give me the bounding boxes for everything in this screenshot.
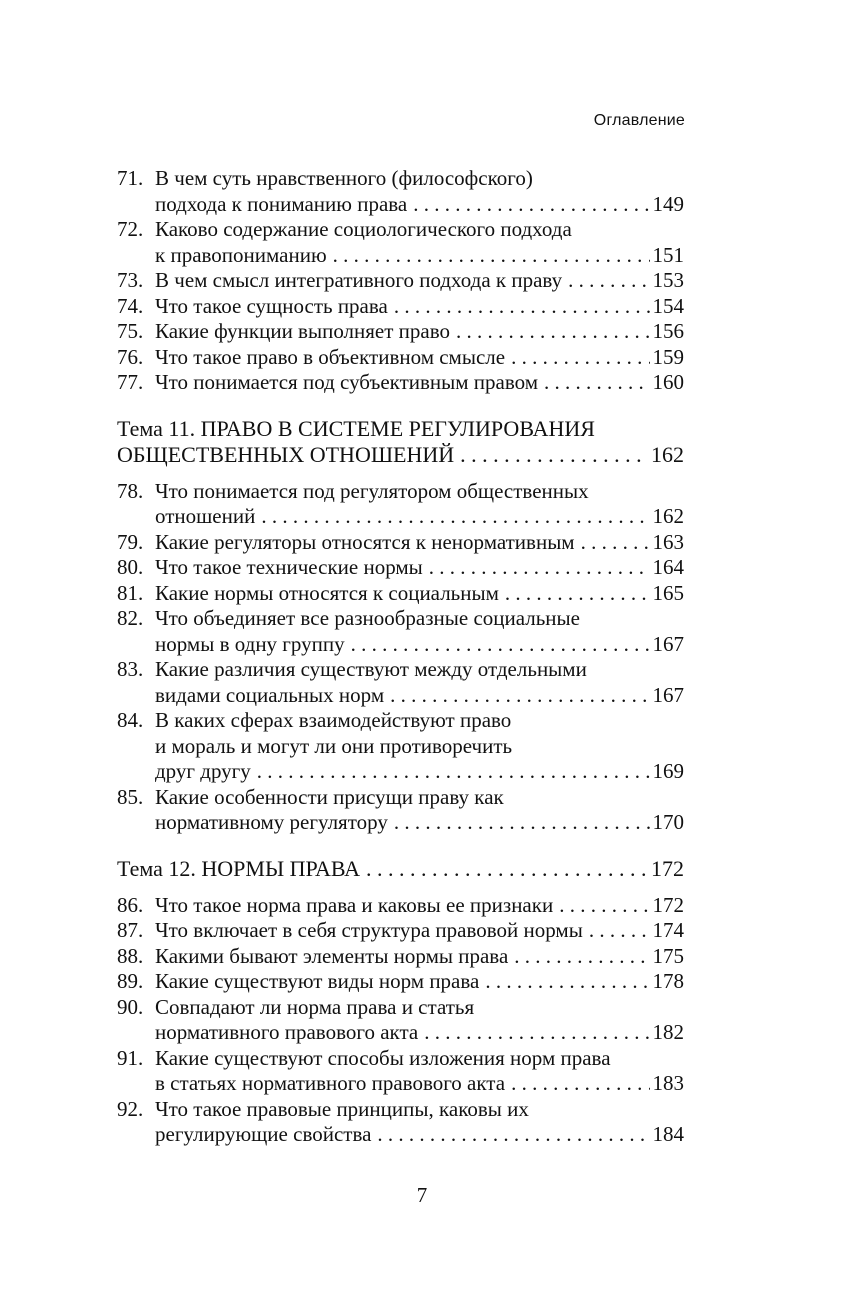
toc-last-line — [155, 268, 684, 294]
toc-entry-text: регулирующие свойства — [155, 1122, 372, 1146]
toc-entry — [117, 555, 684, 581]
toc-entry-text: видами социальных норм — [155, 682, 385, 707]
toc-entry-body — [155, 893, 684, 919]
toc-last-line — [155, 555, 684, 581]
toc-entry-body — [155, 708, 684, 785]
toc-entry-text: ОБЩЕСТВЕННЫХ ОТНОШЕНИЙ — [117, 441, 455, 467]
dot-leader — [394, 810, 650, 836]
toc-entry-line: В каких сферах взаимодействуют право — [155, 708, 512, 732]
dot-leader — [589, 918, 650, 944]
toc-last-line — [155, 759, 684, 785]
toc-entry-body — [155, 944, 684, 970]
toc-entry-body — [155, 479, 684, 530]
toc-entry-text: нормативному регулятору — [155, 810, 388, 834]
toc-entry — [117, 479, 684, 530]
toc-entry-text: к правопониманию — [155, 242, 327, 267]
toc-page-ref: 174 — [652, 918, 684, 942]
toc-entry-line: Что такое правовые принципы, каковы их — [155, 1096, 529, 1121]
toc-entry-number: 83. — [117, 657, 144, 681]
toc-entry-body — [155, 555, 684, 581]
toc-entry-number: 77. — [117, 370, 144, 394]
toc-entry-line: Что понимается под регулятором общественных — [155, 478, 589, 503]
toc-entry-text: Что такое технические нормы — [155, 555, 423, 579]
toc-entry — [117, 657, 684, 708]
toc-entry-number: 82. — [117, 606, 144, 630]
toc-page-ref: 175 — [652, 943, 684, 968]
toc-entry-number: 92. — [117, 1096, 144, 1121]
toc-theme-heading — [117, 416, 684, 468]
page-number: 7 — [416, 1183, 428, 1207]
dot-leader — [377, 1122, 649, 1148]
toc-entry-line: и мораль и могут ли они противоречить — [155, 733, 513, 758]
toc-entry-number: 75. — [117, 319, 144, 343]
toc-entry-body — [155, 370, 684, 396]
toc-page-ref: 167 — [652, 631, 684, 656]
toc-entry — [117, 1046, 684, 1097]
toc-last-line — [155, 810, 684, 836]
toc-entry-body — [155, 530, 684, 556]
toc-entry-text: Что такое право в объективном смысле — [155, 344, 506, 369]
toc-last-line — [155, 192, 684, 218]
toc-entry-text: Какие нормы относятся к социальным — [155, 580, 499, 605]
toc-entry-number: 78. — [117, 478, 144, 503]
toc-entry-number: 87. — [117, 918, 144, 942]
toc-entry-body — [155, 581, 684, 607]
toc-entry-body — [155, 657, 684, 708]
toc-entry-text: Какие регуляторы относятся к ненормативным — [155, 529, 575, 554]
dot-leader — [581, 530, 650, 556]
dot-leader — [460, 442, 648, 468]
toc-page-ref: 162 — [652, 504, 684, 528]
toc-entry-text: Что включает в себя структура правовой нормы — [155, 918, 583, 942]
dot-leader — [390, 683, 649, 709]
toc-entry — [117, 581, 684, 607]
toc-last-line — [155, 530, 684, 556]
toc-entry — [117, 606, 684, 657]
toc-page-ref: 172 — [651, 855, 684, 881]
dot-leader — [424, 1020, 649, 1046]
toc-page-ref: 154 — [652, 293, 684, 318]
toc-entry-text: друг другу — [155, 759, 251, 783]
dot-leader — [366, 856, 648, 882]
toc-entry-number: 80. — [117, 555, 144, 579]
toc-last-line — [117, 442, 684, 468]
toc-entry — [117, 708, 684, 785]
toc-entry-line: Что объединяет все разнообразные социальные — [155, 606, 580, 630]
toc-entry — [117, 166, 684, 217]
toc-page-ref: 169 — [652, 759, 684, 783]
toc-page-ref: 163 — [652, 529, 684, 554]
toc-entry-text: Какими бывают элементы нормы права — [155, 943, 509, 968]
toc-page-ref: 165 — [652, 580, 684, 605]
dot-leader — [257, 759, 650, 785]
toc-last-line — [155, 294, 684, 320]
toc-entry-body — [155, 918, 684, 944]
toc-entry-text: В чем смысл интегративного подхода к праву — [155, 268, 563, 292]
toc-entry — [117, 785, 684, 836]
toc-entry-text: подхода к пониманию права — [155, 191, 408, 216]
toc-entry-line: Какие различия существуют между отдельными — [155, 657, 587, 681]
dot-leader — [261, 504, 649, 530]
toc-entry-number: 85. — [117, 784, 144, 809]
toc-entry-text: отношений — [155, 504, 256, 528]
toc-page-ref: 159 — [652, 344, 684, 369]
toc-entry — [117, 918, 684, 944]
dot-leader — [568, 268, 649, 294]
toc-entry-line: Каково содержание социологического подхода — [155, 217, 572, 241]
dot-leader — [505, 581, 650, 607]
toc-entry-text: нормативного правового акта — [155, 1020, 419, 1044]
toc-entry-text: Какие существуют виды норм права — [155, 969, 480, 993]
toc-entry-text: нормы в одну группу — [155, 631, 345, 656]
toc-last-line — [155, 632, 684, 658]
dot-leader — [544, 370, 649, 396]
toc-last-line — [155, 1071, 684, 1097]
toc-entry-body — [155, 319, 684, 345]
toc-entry-body — [155, 1046, 684, 1097]
toc-entry-text: Какие функции выполняет право — [155, 319, 450, 343]
toc-page-ref: 149 — [652, 191, 684, 216]
running-head: Оглавление — [593, 112, 685, 129]
dot-leader — [333, 243, 650, 269]
toc-last-line — [155, 893, 684, 919]
dot-leader — [559, 893, 649, 919]
toc-last-line — [155, 918, 684, 944]
toc-entry-number: 84. — [117, 708, 144, 732]
toc-entry — [117, 969, 684, 995]
toc-page-ref: 156 — [652, 319, 684, 343]
toc-last-line — [155, 370, 684, 396]
toc-last-line — [155, 581, 684, 607]
toc-entry — [117, 893, 684, 919]
toc-entry-text: Что понимается под субъективным правом — [155, 370, 539, 394]
toc-last-line — [155, 319, 684, 345]
toc-page-ref: 162 — [651, 441, 684, 467]
toc-entry-line: Какие особенности присущи праву как — [155, 784, 504, 809]
toc-entry-number: 88. — [117, 943, 144, 968]
dot-leader — [429, 555, 650, 581]
toc-page-ref: 172 — [652, 892, 684, 917]
toc-entry — [117, 294, 684, 320]
toc-entry-number: 86. — [117, 892, 144, 917]
toc-entry-text: Что такое сущность права — [155, 293, 388, 318]
toc-entry-number: 79. — [117, 529, 144, 554]
dot-leader — [485, 969, 649, 995]
toc-entry-body — [155, 345, 684, 371]
toc-last-line — [155, 969, 684, 995]
toc-entry-line: Какие существуют способы изложения норм права — [155, 1045, 611, 1070]
toc-page-ref: 170 — [652, 810, 684, 834]
toc-entry-number: 90. — [117, 994, 144, 1019]
toc-page-ref: 153 — [652, 268, 684, 292]
toc-entry-body — [155, 785, 684, 836]
toc-last-line — [155, 243, 684, 269]
toc-entry — [117, 944, 684, 970]
toc-entry-number: 72. — [117, 217, 144, 241]
toc-page-ref: 183 — [652, 1071, 684, 1095]
toc-entry-body — [155, 1097, 684, 1148]
toc-entry — [117, 345, 684, 371]
toc-last-line — [155, 504, 684, 530]
toc-entry-body — [155, 217, 684, 268]
toc-entry-body — [155, 995, 684, 1046]
toc-entry-line: Совпадают ли норма права и статья — [155, 994, 475, 1019]
toc-page-ref: 178 — [652, 969, 684, 993]
toc-entry-number: 89. — [117, 969, 144, 993]
toc-last-line — [117, 856, 684, 882]
toc-entry-text: в статьях нормативного правового акта — [155, 1071, 506, 1095]
toc-last-line — [155, 944, 684, 970]
dot-leader — [456, 319, 650, 345]
toc-entry-number: 73. — [117, 268, 144, 292]
toc-entry — [117, 1097, 684, 1148]
toc-page-ref: 151 — [652, 242, 684, 267]
toc-entry-number: 71. — [117, 166, 144, 190]
toc-entry-number: 76. — [117, 344, 144, 369]
toc-last-line — [155, 1122, 684, 1148]
dot-leader — [413, 192, 649, 218]
toc-entry — [117, 268, 684, 294]
dot-leader — [394, 294, 650, 320]
toc-entry-line: В чем суть нравственного (философского) — [155, 166, 533, 190]
toc-entry — [117, 995, 684, 1046]
toc-page-ref: 167 — [652, 682, 684, 707]
toc-last-line — [155, 1020, 684, 1046]
toc-entry-body — [155, 268, 684, 294]
toc-entry — [117, 217, 684, 268]
toc-page-ref: 182 — [652, 1020, 684, 1044]
toc-entry-number: 81. — [117, 580, 144, 605]
toc-theme-line: Тема 11. ПРАВО В СИСТЕМЕ РЕГУЛИРОВАНИЯ — [117, 415, 595, 441]
toc-entry-body — [155, 606, 684, 657]
dot-leader — [351, 632, 650, 658]
table-of-contents — [117, 166, 684, 1148]
toc-last-line — [155, 683, 684, 709]
toc-entry-text: Что такое норма права и каковы ее признаки — [155, 892, 554, 917]
toc-entry-text: Тема 12. НОРМЫ ПРАВА — [117, 855, 361, 881]
dot-leader — [514, 944, 649, 970]
toc-theme-heading — [117, 856, 684, 882]
toc-entry — [117, 530, 684, 556]
toc-entry-body — [155, 166, 684, 217]
toc-entry-number: 91. — [117, 1045, 144, 1070]
toc-entry — [117, 319, 684, 345]
toc-entry-number: 74. — [117, 293, 144, 318]
dot-leader — [511, 1071, 649, 1097]
toc-page-ref: 184 — [652, 1122, 684, 1146]
toc-entry-body — [155, 294, 684, 320]
toc-page-ref: 164 — [652, 555, 684, 579]
toc-entry-body — [155, 969, 684, 995]
dot-leader — [511, 345, 649, 371]
toc-last-line — [155, 345, 684, 371]
toc-page-ref: 160 — [652, 370, 684, 394]
toc-entry — [117, 370, 684, 396]
